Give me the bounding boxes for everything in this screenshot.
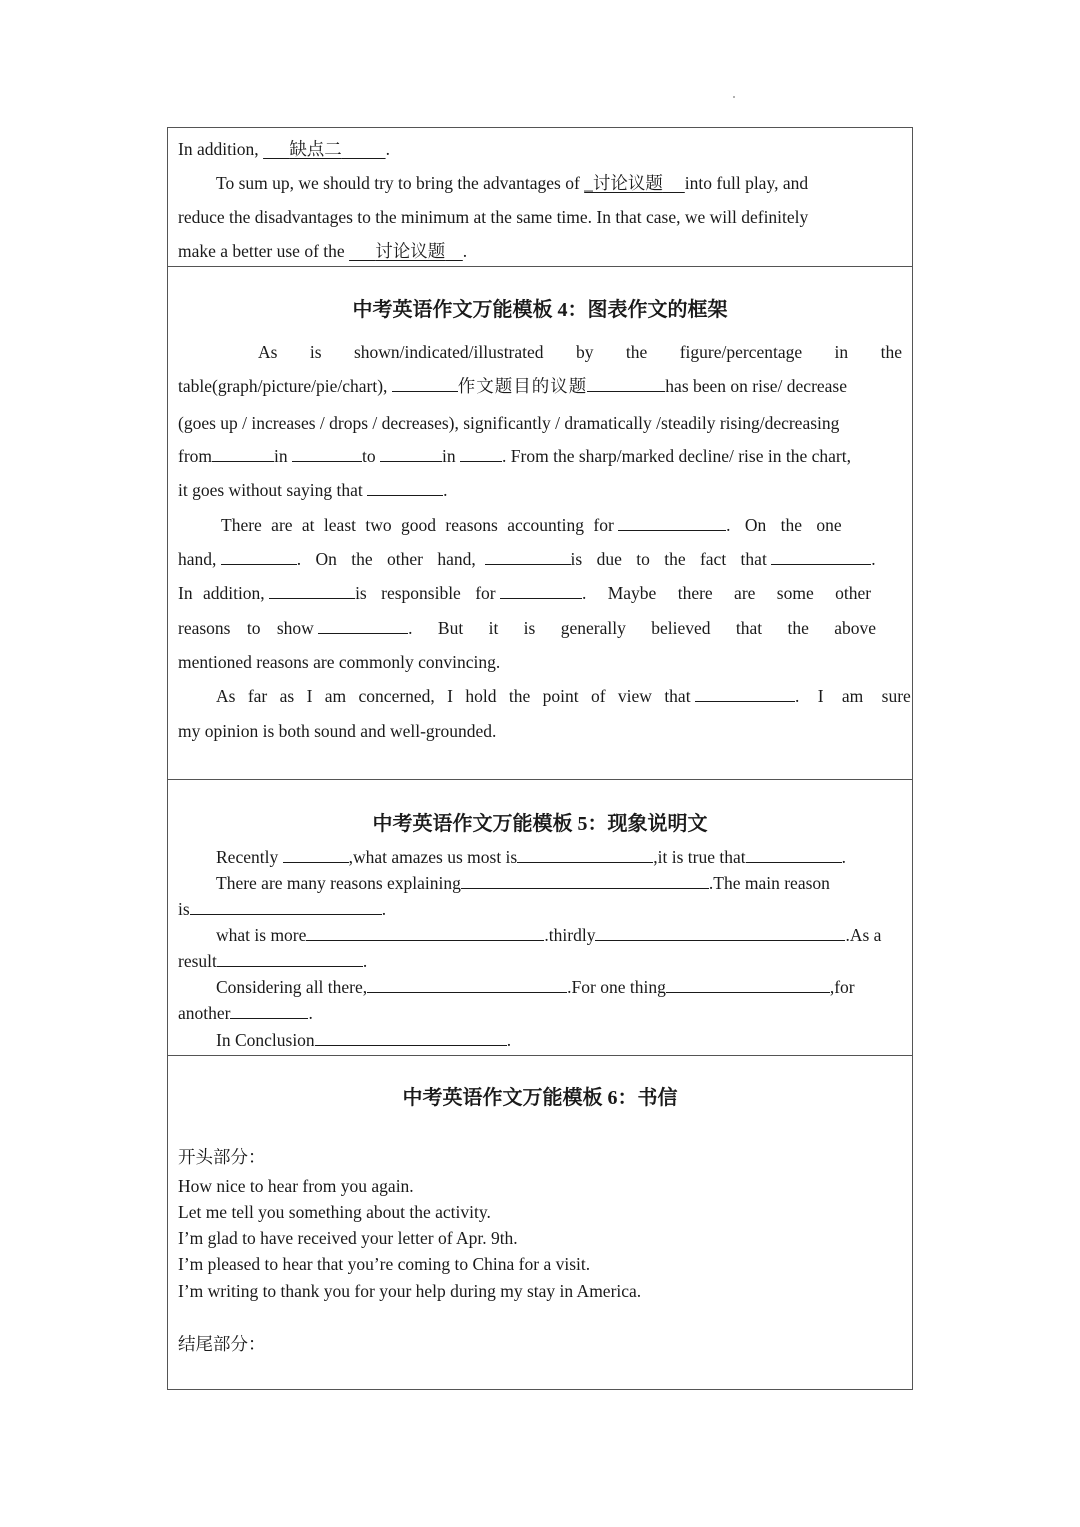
word: As bbox=[258, 342, 278, 362]
blank bbox=[500, 584, 582, 599]
text: . bbox=[362, 951, 368, 971]
text: .For one thing bbox=[567, 977, 666, 997]
text: from bbox=[178, 446, 213, 466]
closing-label: 结尾部分： bbox=[178, 1334, 266, 1354]
scan-dot bbox=[733, 96, 735, 98]
text: another bbox=[178, 1003, 231, 1023]
text: in bbox=[442, 446, 456, 466]
template-4-chart-essay bbox=[168, 266, 912, 780]
t5-line-1 bbox=[216, 847, 902, 867]
p2-line-5: mentioned reasons are commonly convincing. bbox=[178, 652, 501, 672]
blank bbox=[587, 377, 665, 392]
text: is responsible for bbox=[355, 583, 496, 603]
opening-line: I’m glad to have received your letter of Apr. 9th. bbox=[178, 1228, 518, 1248]
text: has been on rise/ decrease bbox=[665, 376, 848, 396]
text: . bbox=[385, 139, 390, 159]
p1-line-2 bbox=[178, 376, 902, 396]
text: make a better use of the bbox=[178, 241, 345, 261]
p2-line-1 bbox=[221, 515, 902, 535]
text: There are many reasons explaining bbox=[216, 873, 461, 893]
text: . bbox=[462, 241, 468, 261]
text: . bbox=[381, 899, 387, 919]
text: is bbox=[178, 899, 190, 919]
blank bbox=[460, 447, 502, 462]
text: what is more bbox=[216, 925, 307, 945]
text: In Conclusion bbox=[216, 1030, 315, 1050]
text: .As a bbox=[845, 925, 882, 945]
blank bbox=[269, 584, 355, 599]
blank bbox=[517, 848, 653, 863]
opening-line: I’m pleased to hear that you’re coming to China for a visit. bbox=[178, 1254, 591, 1274]
blank bbox=[392, 377, 458, 392]
word: the bbox=[880, 342, 902, 362]
text: There are at least two good reasons accounting for bbox=[221, 515, 614, 535]
text: Considering all there, bbox=[216, 977, 368, 997]
text: In addition, bbox=[178, 139, 259, 159]
text: . bbox=[841, 847, 846, 867]
text: 作文题目的议题 bbox=[457, 376, 588, 396]
blank bbox=[230, 1004, 308, 1019]
tail-line-1 bbox=[178, 139, 902, 159]
blank-topic bbox=[584, 173, 685, 193]
blank bbox=[221, 550, 297, 565]
word: shown/indicated/illustrated bbox=[353, 342, 544, 362]
text: . On the other hand, bbox=[296, 549, 476, 569]
blank bbox=[292, 447, 362, 462]
p3-line-1 bbox=[216, 686, 911, 706]
t5-line-5 bbox=[178, 951, 902, 971]
text: result bbox=[178, 951, 217, 971]
t5-line-7 bbox=[178, 1003, 902, 1023]
blank bbox=[367, 481, 443, 496]
text: . bbox=[506, 1030, 512, 1050]
blank bbox=[315, 1031, 507, 1046]
text: ,what amazes us most is bbox=[348, 847, 518, 867]
text: . But it is generally believed that the above bbox=[408, 618, 877, 638]
text: . bbox=[871, 549, 876, 569]
text: . bbox=[443, 480, 448, 500]
text: . On the one bbox=[726, 515, 842, 535]
p1-line-3: (goes up / increases / drops / decreases), significantly / dramatically /steadily rising/decreasing bbox=[178, 413, 840, 433]
text: in bbox=[274, 446, 288, 466]
blank bbox=[190, 900, 382, 915]
text: ,for bbox=[829, 977, 855, 997]
template-table bbox=[167, 127, 913, 1390]
opening-line: Let me tell you something about the activity. bbox=[178, 1202, 491, 1222]
template-6-letter bbox=[168, 1055, 912, 1390]
p3-line-2: my opinion is both sound and well-grounded. bbox=[178, 721, 497, 741]
text: 讨论议题 bbox=[375, 241, 446, 261]
text: to bbox=[362, 446, 376, 466]
word: the bbox=[625, 342, 648, 362]
t5-line-2 bbox=[216, 873, 902, 893]
section-title: 中考英语作文万能模板 4：图表作文的框架 bbox=[352, 299, 728, 321]
opening-line: I’m writing to thank you for your help during my stay in America. bbox=[178, 1281, 642, 1301]
word: is bbox=[309, 342, 322, 362]
text: . bbox=[308, 1003, 313, 1023]
blank-topic bbox=[349, 241, 463, 261]
blank bbox=[380, 447, 442, 462]
text: table(graph/picture/pie/chart), bbox=[178, 376, 388, 396]
text: into full play, and bbox=[684, 173, 809, 193]
blank bbox=[695, 687, 795, 702]
text: To sum up, we should try to bring the advantages of bbox=[216, 173, 580, 193]
t5-line-8 bbox=[216, 1030, 902, 1050]
text: . I am sure bbox=[794, 686, 911, 706]
text: . Maybe there are some other bbox=[581, 583, 872, 603]
text: it goes without saying that bbox=[178, 480, 363, 500]
blank bbox=[666, 978, 830, 993]
previous-template-tail bbox=[168, 128, 912, 267]
p1-line-1 bbox=[258, 342, 902, 362]
template-5-phenomenon-essay bbox=[168, 779, 912, 1056]
section-title: 中考英语作文万能模板 6：书信 bbox=[402, 1087, 678, 1109]
text: As far as I am concerned, I hold the point of view that bbox=[216, 686, 691, 706]
text: .The main reason bbox=[708, 873, 830, 893]
p1-line-5 bbox=[178, 480, 902, 500]
tail-line-4 bbox=[178, 241, 902, 261]
blank bbox=[485, 550, 571, 565]
opening-line: How nice to hear from you again. bbox=[178, 1176, 414, 1196]
text: is due to the fact that bbox=[570, 549, 767, 569]
t5-line-3 bbox=[178, 899, 902, 919]
blank bbox=[306, 926, 544, 941]
blank-disadvantage-2 bbox=[263, 139, 386, 159]
word: figure/percentage bbox=[679, 342, 803, 362]
blank bbox=[212, 447, 274, 462]
text: ,it is true that bbox=[653, 847, 746, 867]
p2-line-4 bbox=[178, 618, 902, 638]
section-title: 中考英语作文万能模板 5：现象说明文 bbox=[372, 813, 708, 835]
blank bbox=[318, 619, 408, 634]
p1-line-4 bbox=[178, 446, 902, 466]
blank bbox=[771, 550, 871, 565]
word: in bbox=[834, 342, 849, 362]
text: hand, bbox=[178, 549, 217, 569]
blank bbox=[283, 848, 349, 863]
text: . From the sharp/marked decline/ rise in the chart, bbox=[502, 446, 851, 466]
text: In addition, bbox=[178, 583, 265, 603]
blank bbox=[746, 848, 842, 863]
blank bbox=[461, 874, 709, 889]
opening-label: 开头部分： bbox=[178, 1147, 266, 1167]
text: _讨论议题 bbox=[584, 173, 663, 193]
text: reasons to show bbox=[178, 618, 314, 638]
blank bbox=[367, 978, 567, 993]
tail-line-3: reduce the disadvantages to the minimum at the same time. In that case, we will definitely bbox=[178, 207, 809, 227]
text: 缺点二 bbox=[289, 139, 342, 159]
word: by bbox=[575, 342, 594, 362]
t5-line-4 bbox=[216, 925, 902, 945]
t5-line-6 bbox=[216, 977, 902, 997]
p2-line-2 bbox=[178, 549, 902, 569]
blank bbox=[217, 952, 363, 967]
p2-line-3 bbox=[178, 583, 902, 603]
blank bbox=[618, 516, 726, 531]
tail-line-2 bbox=[216, 173, 902, 193]
text: Recently bbox=[216, 847, 279, 867]
text: .thirdly bbox=[544, 925, 596, 945]
blank bbox=[595, 926, 845, 941]
